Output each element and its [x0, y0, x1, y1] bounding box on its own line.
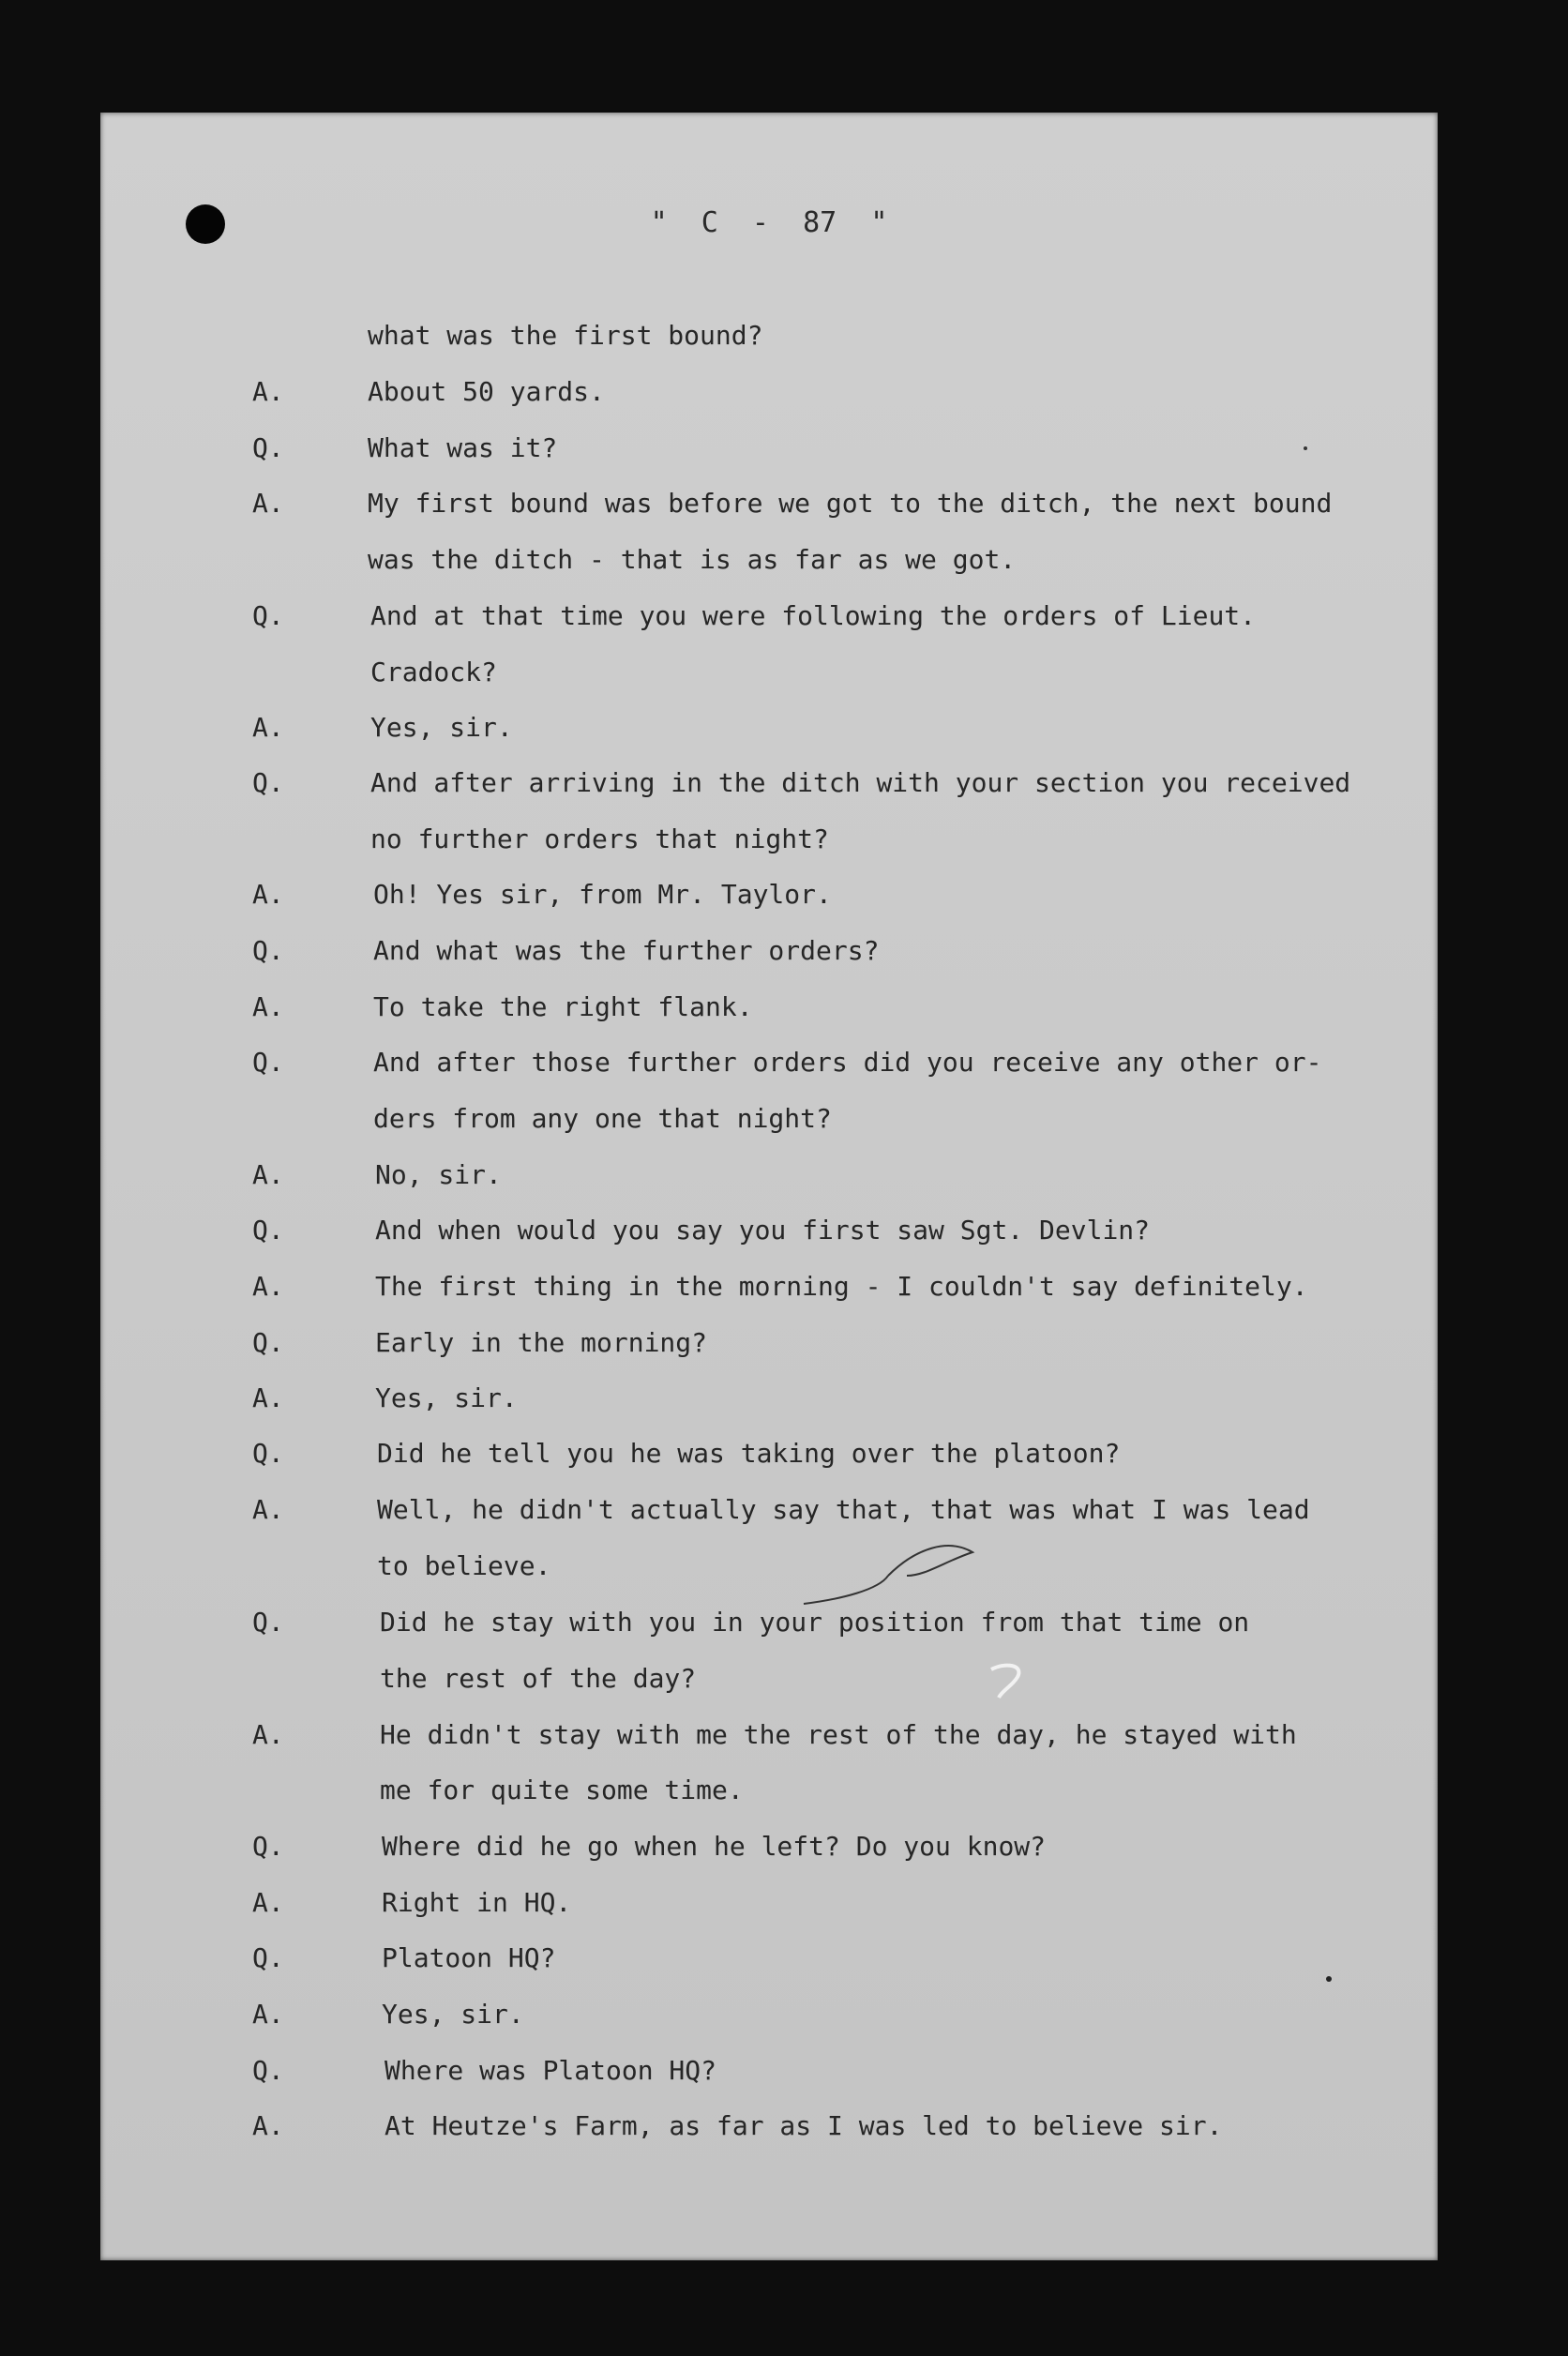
line-text: And what was the further orders? [373, 935, 880, 966]
speaker-label: Q. [252, 1215, 284, 1246]
line-text: And when would you say you first saw Sgt. Devlin? [375, 1215, 1151, 1246]
ink-dot [1326, 1976, 1332, 1982]
speaker-label: A. [252, 1271, 284, 1302]
line-text: No, sir. [375, 1159, 502, 1190]
line-text: Right in HQ. [382, 1887, 572, 1918]
line-text: The first thing in the morning - I couldn't say definitely. [375, 1271, 1308, 1302]
speaker-label: A. [252, 2110, 284, 2141]
line-text: was the ditch - that is as far as we got. [368, 544, 1017, 575]
line-text: to believe. [377, 1550, 551, 1581]
line-text: To take the right flank. [373, 991, 753, 1022]
line-text: And after those further orders did you receive any other or- [373, 1047, 1322, 1078]
speaker-label: Q. [252, 1047, 284, 1078]
line-text: What was it? [368, 432, 558, 463]
line-text: ders from any one that night? [373, 1103, 832, 1134]
line-text: About 50 yards. [368, 376, 605, 407]
speaker-label: A. [252, 1382, 284, 1413]
line-text: My first bound was before we got to the ditch, the next bound [368, 488, 1333, 519]
line-text: Early in the morning? [375, 1327, 708, 1358]
page-number: " C - 87 " [650, 206, 888, 239]
line-text: At Heutze's Farm, as far as I was led to believe sir. [384, 2110, 1223, 2141]
line-text: what was the first bound? [368, 320, 763, 351]
line-text: Oh! Yes sir, from Mr. Taylor. [373, 879, 832, 910]
speaker-label: Q. [252, 1831, 284, 1862]
speaker-label: Q. [252, 432, 284, 463]
speaker-label: Q. [252, 2055, 284, 2086]
speaker-label: A. [252, 376, 284, 407]
speaker-label: Q. [252, 600, 284, 631]
speaker-label: A. [252, 991, 284, 1022]
line-text: He didn't stay with me the rest of the day, he stayed with [380, 1719, 1297, 1750]
speaker-label [252, 1660, 309, 1698]
line-text: Platoon HQ? [382, 1942, 556, 1973]
line-text: no further orders that night? [370, 823, 829, 854]
speaker-label [252, 541, 309, 579]
speaker-label: A. [252, 1494, 284, 1525]
speaker-label: Q. [252, 1438, 284, 1469]
pencil-mark [804, 1546, 972, 1604]
line-text: Well, he didn't actually say that, that was what I was lead [377, 1494, 1310, 1525]
white-speck [991, 1666, 1018, 1698]
speaker-label [252, 1100, 309, 1138]
speaker-label: Q. [252, 935, 284, 966]
line-text: And at that time you were following the orders of Lieut. [370, 600, 1257, 631]
line-text: Where did he go when he left? Do you know? [382, 1831, 1047, 1862]
speaker-label [252, 821, 309, 858]
speaker-label: A. [252, 488, 284, 519]
speaker-label: Q. [252, 1327, 284, 1358]
speaker-label: A. [252, 1159, 284, 1190]
speaker-label [252, 654, 309, 691]
line-text: Yes, sir. [370, 712, 513, 743]
line-text: Where was Platoon HQ? [384, 2055, 717, 2086]
line-text: me for quite some time. [380, 1775, 744, 1805]
line-text: Did he tell you he was taking over the platoon? [377, 1438, 1121, 1469]
speaker-label: A. [252, 1719, 284, 1750]
speaker-label: A. [252, 1887, 284, 1918]
speaker-label: Q. [252, 1607, 284, 1638]
speaker-label: Q. [252, 1942, 284, 1973]
line-text: Cradock? [370, 657, 497, 687]
line-text: Yes, sir. [382, 1999, 524, 2030]
speaker-label: Q. [252, 767, 284, 798]
line-text: And after arriving in the ditch with your section you received [370, 767, 1351, 798]
speaker-label [252, 317, 309, 355]
line-text: Yes, sir. [375, 1382, 518, 1413]
document-page [100, 113, 1438, 2260]
speaker-label: A. [252, 879, 284, 910]
line-text: Did he stay with you in your position from that time on [380, 1607, 1250, 1638]
speaker-label: A. [252, 712, 284, 743]
ink-dot [1304, 446, 1307, 450]
speaker-label [252, 1772, 309, 1809]
line-text: the rest of the day? [380, 1663, 697, 1694]
speaker-label: A. [252, 1999, 284, 2030]
speaker-label [252, 1548, 309, 1585]
